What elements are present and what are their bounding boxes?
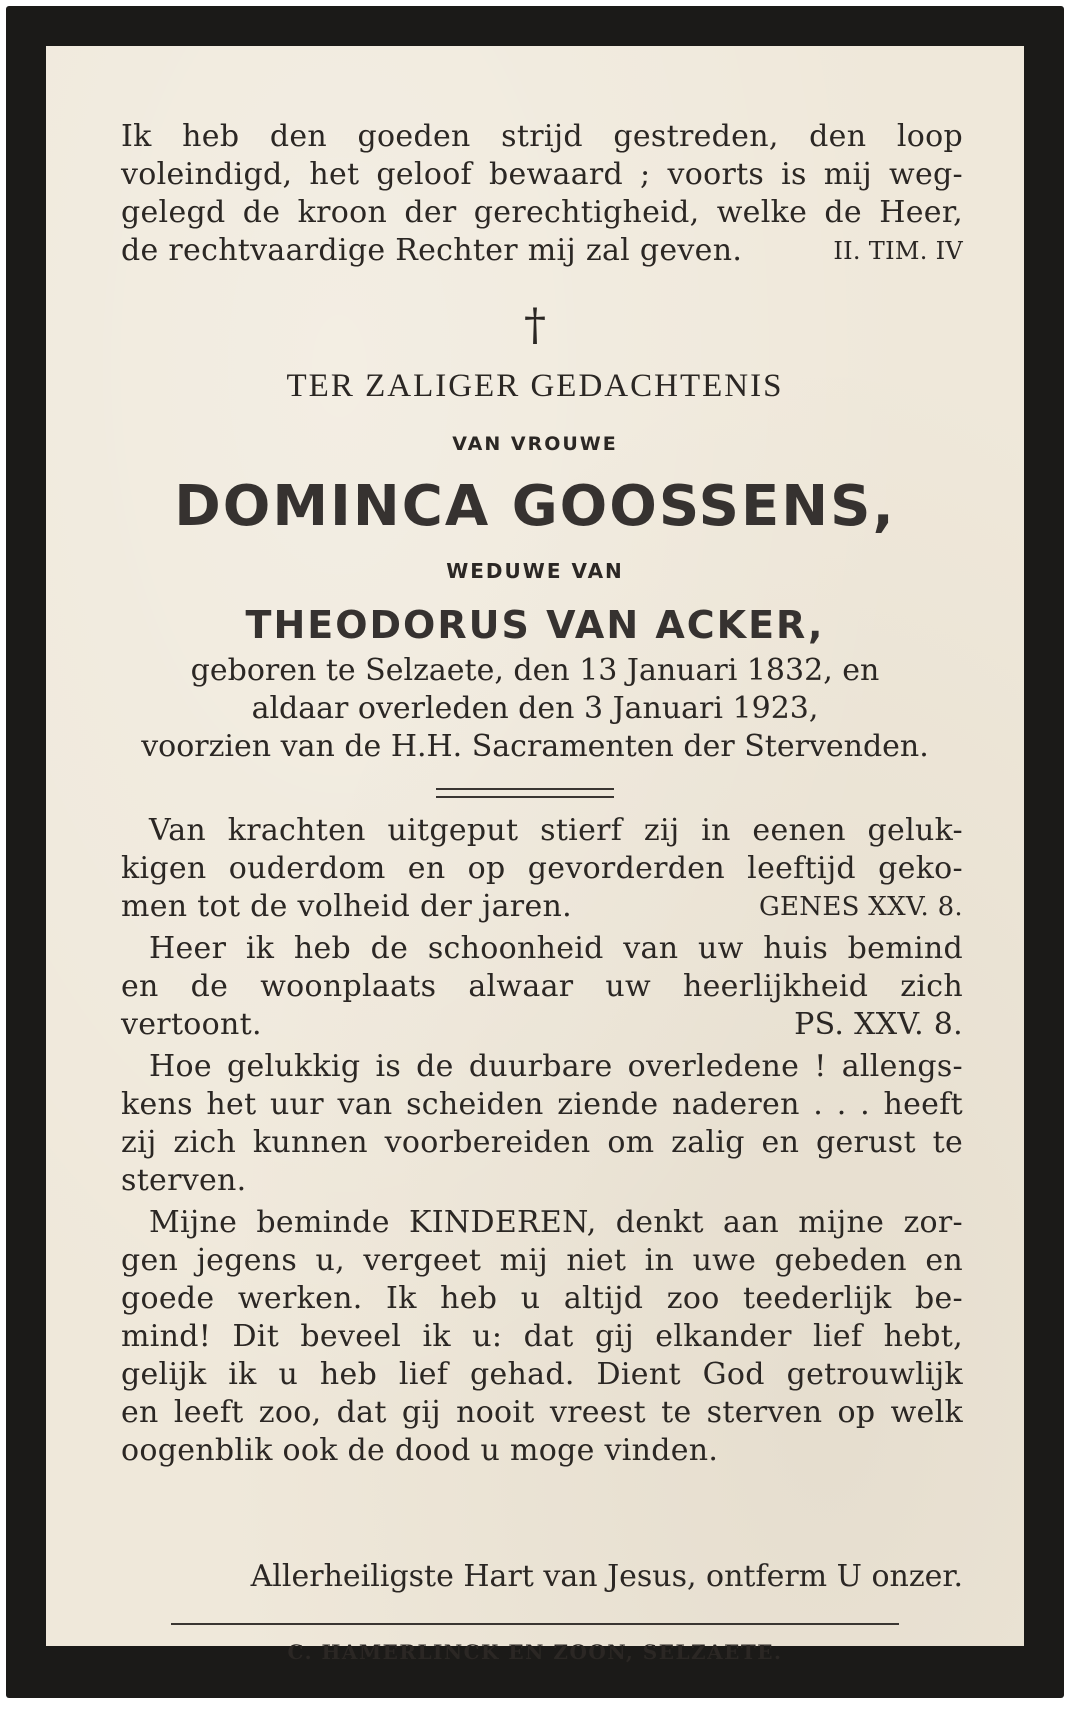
memorial-heading: TER ZALIGER GEDACHTENIS (286, 368, 784, 404)
van-vrouwe-label: VAN VROUWE (452, 433, 618, 455)
memorial-card-paper (46, 46, 1024, 1664)
paragraph-gelukkig (121, 1048, 963, 1200)
kinderen-line-3: goede werken. Ik heb u altijd zoo teederlijk be- (121, 1281, 963, 1316)
verse-top-line-3: gelegd de kroon der gerechtigheid, welke de Heer, (121, 195, 963, 230)
verse-top-last-row (121, 232, 963, 270)
gelukkig-line-4: sterven. (121, 1163, 247, 1198)
birth-line-3: voorzien van de H.H. Sacramenten der Stervenden. (141, 729, 929, 764)
kinderen-line-2: gen jegens u, vergeet mij niet in uwe gebeden en (121, 1243, 963, 1278)
bottom-rule (171, 1623, 899, 1625)
verse-top-line-2: voleindigd, het geloof bewaard ; voorts is mij weg- (121, 157, 963, 192)
gelukkig-line-3: zij zich kunnen voorbereiden om zalig en gerust te (121, 1125, 963, 1160)
ps-line-2: en de woonplaats alwaar uw heerlijkheid zich (121, 969, 963, 1004)
husband-name: THEODORUS VAN ACKER, (245, 603, 825, 647)
gelukkig-line-2: kens het uur van scheiden ziende naderen . . . heeft (121, 1087, 963, 1122)
verse-top-reference: II. TIM. IV (833, 237, 963, 265)
kinderen-line-5: gelijk ik u heb lief gehad. Dient God getrouwlijk (121, 1357, 963, 1392)
kinderen-line-6: en leeft zoo, dat gij nooit vreest te sterven op welk (121, 1395, 963, 1430)
ps-line-3: vertoont. (121, 1007, 262, 1042)
genes-reference: GENES XXV. 8. (758, 892, 963, 922)
ps-line-1: Heer ik heb de schoonheid van uw huis bemind (149, 931, 963, 966)
double-divider (436, 788, 614, 798)
verse-top (121, 118, 963, 270)
closing-prayer: Allerheiligste Hart van Jesus, ontferm U onzer. (250, 1559, 963, 1594)
ps-reference: PS. XXV. 8. (794, 1007, 963, 1042)
kinderen-line-7: oogenblik ook de dood u moge vinden. (121, 1433, 719, 1468)
deceased-name: DOMINCA GOOSSENS, (174, 474, 896, 539)
gelukkig-line-1: Hoe gelukkig is de duurbare overledene ! allengs- (149, 1049, 963, 1084)
birth-death-details (46, 652, 1024, 766)
birth-line-1: geboren te Selzaete, den 13 Januari 1832, en (190, 653, 880, 688)
kinderen-line-4: mind! Dit beveel ik u: dat gij elkander lief hebt, (121, 1319, 963, 1354)
paragraph-genes (121, 812, 963, 926)
ps-last-row (121, 1006, 963, 1044)
kinderen-line-1: Mijne beminde KINDEREN, denkt aan mijne zor- (149, 1205, 963, 1240)
genes-line-1: Van krachten uitgeput stierf zij in eenen geluk- (149, 813, 963, 848)
paragraph-kinderen (121, 1204, 963, 1470)
paragraph-ps (121, 930, 963, 1044)
genes-line-3: men tot de volheid der jaren. (121, 889, 572, 924)
verse-top-line-1: Ik heb den goeden strijd gestreden, den loop (121, 119, 963, 154)
verse-top-line-4: de rechtvaardige Rechter mij zal geven. (121, 233, 743, 268)
cross-icon: † (524, 300, 546, 351)
genes-last-row (121, 888, 963, 926)
genes-line-2: kigen ouderdom en op gevorderden leeftijd geko- (121, 851, 963, 886)
printer-imprint: C. HAMERLINCK EN ZOON, SELZAETE. (287, 1640, 783, 1664)
weduwe-van-label: WEDUWE VAN (446, 559, 624, 583)
memorial-card-border (6, 6, 1064, 1698)
birth-line-2: aldaar overleden den 3 Januari 1923, (251, 691, 819, 726)
